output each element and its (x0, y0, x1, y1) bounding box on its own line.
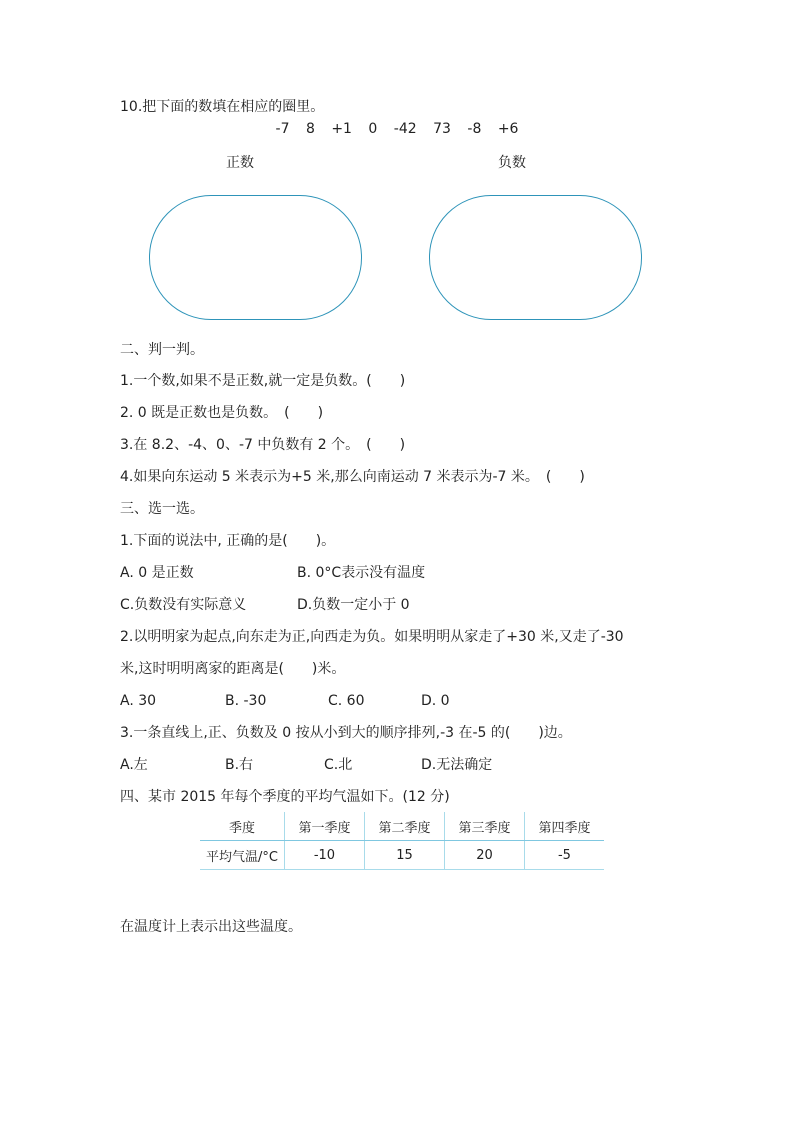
table-header-cell: 第四季度 (524, 812, 604, 841)
judge-item-2: 2. 0 既是正数也是负数。 ( ) (120, 405, 324, 421)
section4-heading: 四、某市 2015 年每个季度的平均气温如下。(12 分) (120, 789, 450, 805)
table-header-cell: 第一季度 (284, 812, 364, 841)
q10-title: 10.把下面的数填在相应的圈里。 (120, 99, 325, 115)
section3-heading: 三、选一选。 (120, 501, 204, 517)
choice-q2-option-d: D. 0 (421, 693, 450, 709)
choice-q2-option-b: B. -30 (225, 693, 267, 709)
table-cell: 20 (444, 841, 524, 870)
table-row (200, 841, 604, 870)
positive-answer-box[interactable] (149, 195, 362, 320)
number-list (0, 121, 794, 137)
choice-q2-option-a: A. 30 (120, 693, 157, 709)
choice-q3-option-c: C.北 (324, 757, 353, 773)
table-row-label: 平均气温/°C (200, 841, 284, 870)
number-item: 73 (433, 121, 451, 137)
choice-q2-option-c: C. 60 (328, 693, 365, 709)
choice-q3-option-d: D.无法确定 (421, 757, 493, 773)
choice-q1-option-a: A. 0 是正数 (120, 565, 194, 581)
negative-answer-box[interactable] (429, 195, 642, 320)
judge-item-4: 4.如果向东运动 5 米表示为+5 米,那么向南运动 7 米表示为-7 米。 ( ) (120, 469, 585, 485)
table-cell: -5 (524, 841, 604, 870)
choice-q1-option-d: D.负数一定小于 0 (297, 597, 410, 613)
table-header-cell: 季度 (200, 812, 284, 841)
choice-q3-option-b: B.右 (225, 757, 254, 773)
judge-item-1: 1.一个数,如果不是正数,就一定是负数。( ) (120, 373, 406, 389)
choice-q3-option-a: A.左 (120, 757, 148, 773)
number-item: -7 (275, 121, 290, 137)
number-item: -42 (393, 121, 417, 137)
number-item: 8 (305, 121, 315, 137)
section2-heading: 二、判一判。 (120, 342, 204, 358)
table-cell: -10 (284, 841, 364, 870)
table-header-row (200, 812, 604, 841)
thermometer-instruction: 在温度计上表示出这些温度。 (120, 919, 302, 935)
temperature-table (200, 812, 604, 870)
judge-item-3: 3.在 8.2、-4、0、-7 中负数有 2 个。 ( ) (120, 437, 406, 453)
choice-q2-stem-line1: 2.以明明家为起点,向东走为正,向西走为负。如果明明从家走了+30 米,又走了-30 (120, 629, 624, 645)
choice-q1-option-c: C.负数没有实际意义 (120, 597, 247, 613)
negative-label: 负数 (498, 155, 526, 171)
table-header-cell: 第三季度 (444, 812, 524, 841)
choice-q1-stem: 1.下面的说法中, 正确的是( )。 (120, 533, 336, 549)
positive-label: 正数 (226, 155, 254, 171)
number-item: -8 (467, 121, 482, 137)
number-item: +1 (331, 121, 352, 137)
table-cell: 15 (364, 841, 444, 870)
number-item: +6 (497, 121, 519, 137)
choice-q3-stem: 3.一条直线上,正、负数及 0 按从小到大的顺序排列,-3 在-5 的( )边。 (120, 725, 572, 741)
table-header-cell: 第二季度 (364, 812, 444, 841)
number-item: 0 (368, 121, 378, 137)
choice-q1-option-b: B. 0°C表示没有温度 (297, 565, 426, 581)
choice-q2-stem-line2: 米,这时明明离家的距离是( )米。 (120, 661, 346, 677)
